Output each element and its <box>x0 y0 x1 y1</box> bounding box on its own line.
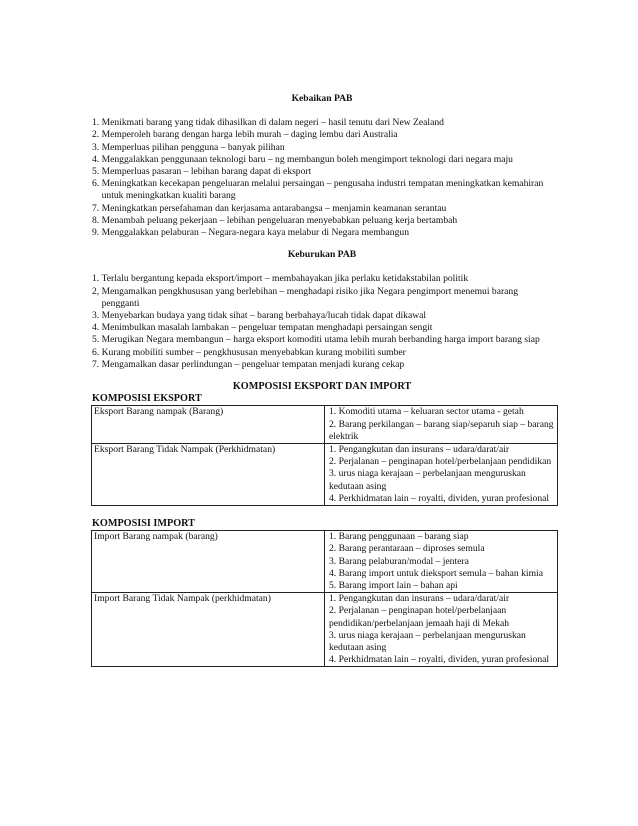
list-item: 6. Kurang mobiliti sumber – pengkhususan menyebabkan kurang mobiliti sumber <box>92 346 406 358</box>
table-cell-entries: 1. Barang penggunaan – barang siap 2. Barang perantaraan – diproses semula 3. Barang pelaburan/modal – jentera 4. Barang import untuk dieksport semula – bahan kimia 5. Barang import lain – bahan api <box>325 531 558 593</box>
document-content <box>92 93 552 667</box>
table-row <box>92 406 558 444</box>
list-item: 1. Terlalu bergantung kepada eksport/import – membahayakan jika perlaku ketidakstabilan politik <box>92 273 469 285</box>
list-item: 1. Menikmati barang yang tidak dihasilkan di dalam negeri – hasil tenutu dari New Zealand <box>92 117 444 129</box>
list-item: 2, Mengamalkan pengkhususan yang berlebihan – menghadapi risiko jika Negara pengimport menemui barang pengganti <box>92 285 518 309</box>
table-row <box>92 593 558 667</box>
list-item: 4. Menimbulkan masalah lambakan – pengeluar tempatan menghadapi persaingan sengit <box>92 322 433 334</box>
table-row <box>92 444 558 506</box>
list-item: 5. Merugikan Negara membangun – harga eksport komoditi utama lebih murah berbanding harga import barang siap <box>92 334 540 346</box>
table-cell-entries: 1. Pengangkutan dan insurans – udara/darat/air 2. Perjalanan – penginapan hotel/perbelanjaan pendidikan 3. urus niaga kerajaan – perbelanjaan menguruskan kedutaan asing 4. Perkhidmatan lain – royalti, dividen, yuran profesional <box>325 444 558 506</box>
table-cell-label: Import Barang Tidak Nampak (perkhidmatan) <box>92 593 325 667</box>
table-cell-entries: 1. Pengangkutan dan insurans – udara/darat/air 2. Perjalanan – penginapan hotel/perbelanjaan pendidikan/perbelanjaan jemaah haji di Mekah 3. urus niaga kerajaan – perbelanjaan menguruskan kedutaan asing 4. Perkhidmatan lain – royalti, dividen, yuran profesional <box>325 593 558 667</box>
komposisi-eksport-title: KOMPOSISI EKSPORT <box>92 393 202 405</box>
table-cell-label: Eksport Barang Tidak Nampak (Perkhidmatan) <box>92 444 325 506</box>
table-cell-label: Eksport Barang nampak (Barang) <box>92 406 325 444</box>
table-cell-entries: 1. Komoditi utama – keluaran sector utama - getah 2. Barang perkilangan – barang siap/separuh siap – barang elektrik <box>325 406 558 444</box>
list-item: 3. Memperluas pilihan pengguna – banyak pilihan <box>92 141 285 153</box>
komposisi-title: KOMPOSISI EKSPORT DAN IMPORT <box>232 381 412 393</box>
eksport-table <box>91 405 558 506</box>
list-item: 5. Memperluas pasaran – lebihan barang dapat di eksport <box>92 166 312 177</box>
list-item: 6. Meningkatkan kecekapan pengeluaran melalui persaingan – pengusaha industri tempatan meningkatkan kemahiran untuk meningkatkan kualiti barang <box>92 178 544 202</box>
list-item: 8. Menambah peluang pekerjaan – lebihan pengeluaran menyebabkan peluang kerja bertambah <box>92 214 458 226</box>
table-row <box>92 531 558 593</box>
list-item: 2. Memperoleh barang dengan harga lebih murah – daging lembu dari Australia <box>92 129 398 141</box>
kebaikan-list <box>92 117 552 239</box>
list-item: 9. Menggalakkan pelaburan – Negara-negara kaya melabur di Negara membangun <box>92 227 409 239</box>
list-item: 7. Mengamalkan dasar perlindungan – pengeluar tempatan menjadi kurang cekap <box>92 358 405 370</box>
list-item: 7. Meningkatkan persefahaman dan kerjasama antarabangsa – menjamin keamanan serantau <box>92 202 447 214</box>
komposisi-import-title: KOMPOSISI IMPORT <box>92 518 195 530</box>
kebaikan-title: Kebaikan PAB <box>291 93 353 104</box>
table-cell-label: Import Barang nampak (barang) <box>92 531 325 593</box>
list-item: 3. Menyebarkan budaya yang tidak sihat – barang berbahaya/lucah tidak dapat dikawal <box>92 310 427 322</box>
import-table <box>91 530 558 667</box>
keburukan-title: Keburukan PAB <box>287 249 357 261</box>
list-item: 4. Menggalakkan penggunaan teknologi baru – ng membangun boleh mengimport teknologi dari negara maju <box>92 153 513 165</box>
keburukan-list <box>92 273 552 371</box>
